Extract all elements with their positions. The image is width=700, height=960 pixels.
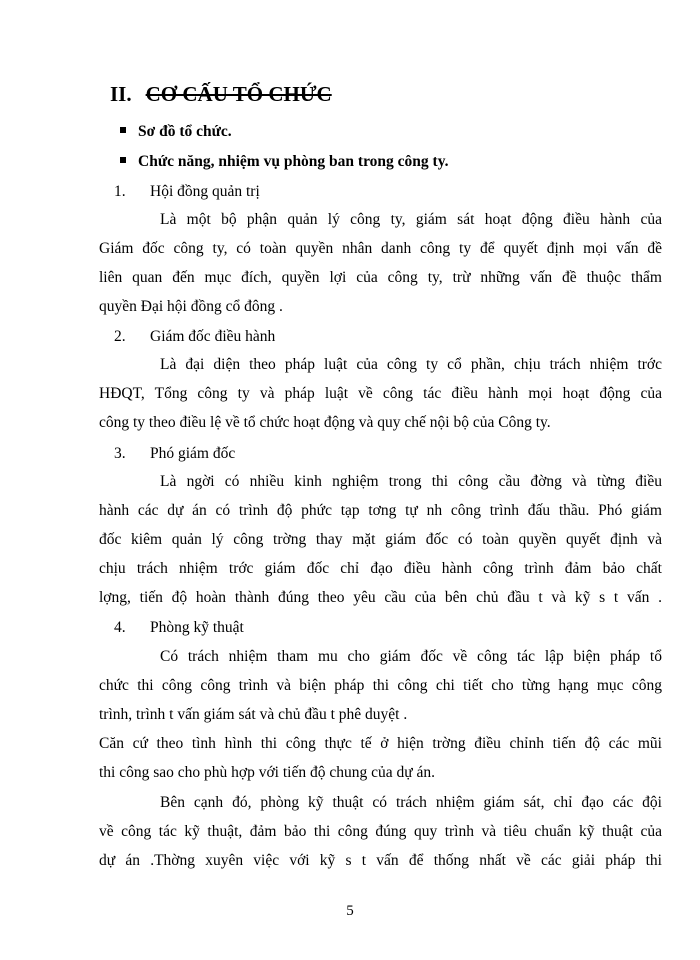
paragraph-line: thi công sao cho phù hợp với tiến độ chung của dự án. [99,764,436,781]
section-title: 4. Phòng kỹ thuật [114,619,244,636]
section-title: 1. Hội đồng quản trị [114,183,260,200]
paragraph-line: đốc kiêm quản lý công trờng thay mặt giám đốc có toàn quyền quyết định và [99,531,662,548]
paragraph-line: về công tác kỹ thuật, đảm bảo thi công đúng quy trình và tiêu chuẩn kỹ thuật của [99,823,662,840]
paragraph-line: Có trách nhiệm tham mu cho giám đốc về công tác lập biện pháp tổ [160,648,662,665]
heading-number: II. [110,82,132,106]
paragraph-line: Giám đốc công ty, có toàn quyền nhân danh công ty để quyết định mọi vấn đề [99,240,662,257]
paragraph-line: chức thi công công trình và biện pháp thi công chi tiết cho từng hạng mục công [99,677,662,694]
paragraph-line: công ty theo điều lệ về tổ chức hoạt động và quy chế nội bộ của Công ty. [99,414,551,431]
heading-title: CƠ CẤU TỔ CHỨC [145,82,332,106]
section-title: 3. Phó giám đốc [114,445,236,462]
paragraph-line: dự án .Thờng xuyên việc với kỹ s t vấn để thống nhất về các giải pháp thi [99,852,662,869]
paragraph-line: quyền Đại hội đồng cổ đông . [99,298,283,315]
paragraph-line: Là đại diện theo pháp luật của công ty cổ phần, chịu trách nhiệm trớc [160,356,662,373]
paragraph-line: liên quan đến mục đích, quyền lợi của công ty, trừ những vấn đề thuộc thẩm [99,269,662,286]
bullet-square-icon [120,157,126,163]
paragraph-line: chịu trách nhiệm trớc giám đốc chỉ đạo điều hành công trình đảm bảo chất [99,560,662,577]
bullet-square-icon [120,127,126,133]
paragraph-line: Bên cạnh đó, phòng kỹ thuật có trách nhiệm giám sát, chỉ đạo các đội [160,794,662,811]
bullet-item: Chức năng, nhiệm vụ phòng ban trong công ty. [120,153,448,171]
section-title: 2. Giám đốc điều hành [114,328,276,345]
paragraph-line: lợng, tiến độ hoàn thành đúng theo yêu cầu của bên chủ đầu t và kỹ s t vấn . [99,589,662,606]
paragraph-line: Căn cứ theo tình hình thi công thực tế ở hiện trờng điều chỉnh tiến độ các mũi [99,735,662,752]
paragraph-line: trình, trình t vấn giám sát và chủ đầu t phê duyệt . [99,706,408,723]
bullet-item: Sơ đồ tổ chức. [120,123,232,141]
paragraph-line: Là một bộ phận quản lý công ty, giám sát hoạt động điều hành của [160,211,662,228]
paragraph-line: Là ngời có nhiều kinh nghiệm trong thi công cầu đờng và từng điều [160,473,662,490]
section-heading [110,82,332,107]
paragraph-line: HĐQT, Tổng công ty và pháp luật về công tác điều hành mọi hoạt động của [99,385,662,402]
paragraph-line: hành các dự án có trình độ phức tạp tơng tự nh công trình đấu thầu. Phó giám [99,502,662,519]
page-number: 5 [346,903,354,919]
